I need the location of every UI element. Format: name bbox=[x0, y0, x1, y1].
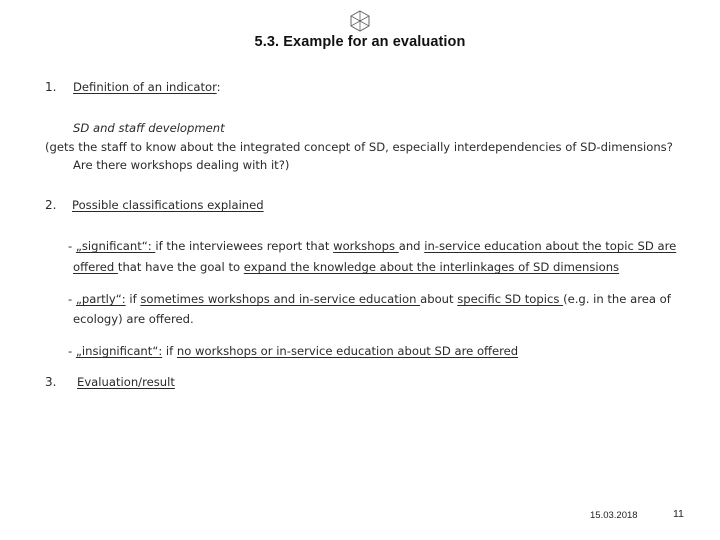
section3-number: 3. bbox=[45, 375, 57, 389]
classification-significant-line1: - „significant“: if the interviewees report that workshops and in-service education about the topic SD are bbox=[68, 239, 677, 253]
section1-number: 1. bbox=[45, 80, 57, 94]
classification-partly-line1: - „partly“: if sometimes workshops and in-service education about specific SD topics (e.g. in the area of bbox=[68, 292, 671, 306]
classification-partly-line2: ecology) are offered. bbox=[73, 312, 194, 326]
section1-heading-text: Definition of an indicator bbox=[73, 80, 217, 94]
section1-question-line1: (gets the staff to know about the integrated concept of SD, especially interdependencies of SD-dimensions? bbox=[45, 140, 673, 154]
classification-insignificant: - „insignificant“: if no workshops or in-service education about SD are offered bbox=[68, 344, 519, 358]
section1-question-line2: Are there workshops dealing with it?) bbox=[73, 158, 290, 172]
section2-heading: Possible classifications explained bbox=[72, 198, 264, 212]
section1-heading: Definition of an indicator: bbox=[73, 80, 221, 94]
classification-significant-line2: offered that have the goal to expand the knowledge about the interlinkages of SD dimensions bbox=[73, 260, 620, 274]
section2-number: 2. bbox=[45, 198, 57, 212]
section3-heading: Evaluation/result bbox=[77, 375, 175, 389]
cube-hexagon-icon bbox=[350, 10, 370, 32]
section1-subtitle: SD and staff development bbox=[73, 121, 225, 135]
footer-date: 15.03.2018 bbox=[590, 510, 638, 521]
slide-title: 5.3. Example for an evaluation bbox=[254, 34, 466, 50]
footer-page-number: 11 bbox=[673, 508, 684, 520]
